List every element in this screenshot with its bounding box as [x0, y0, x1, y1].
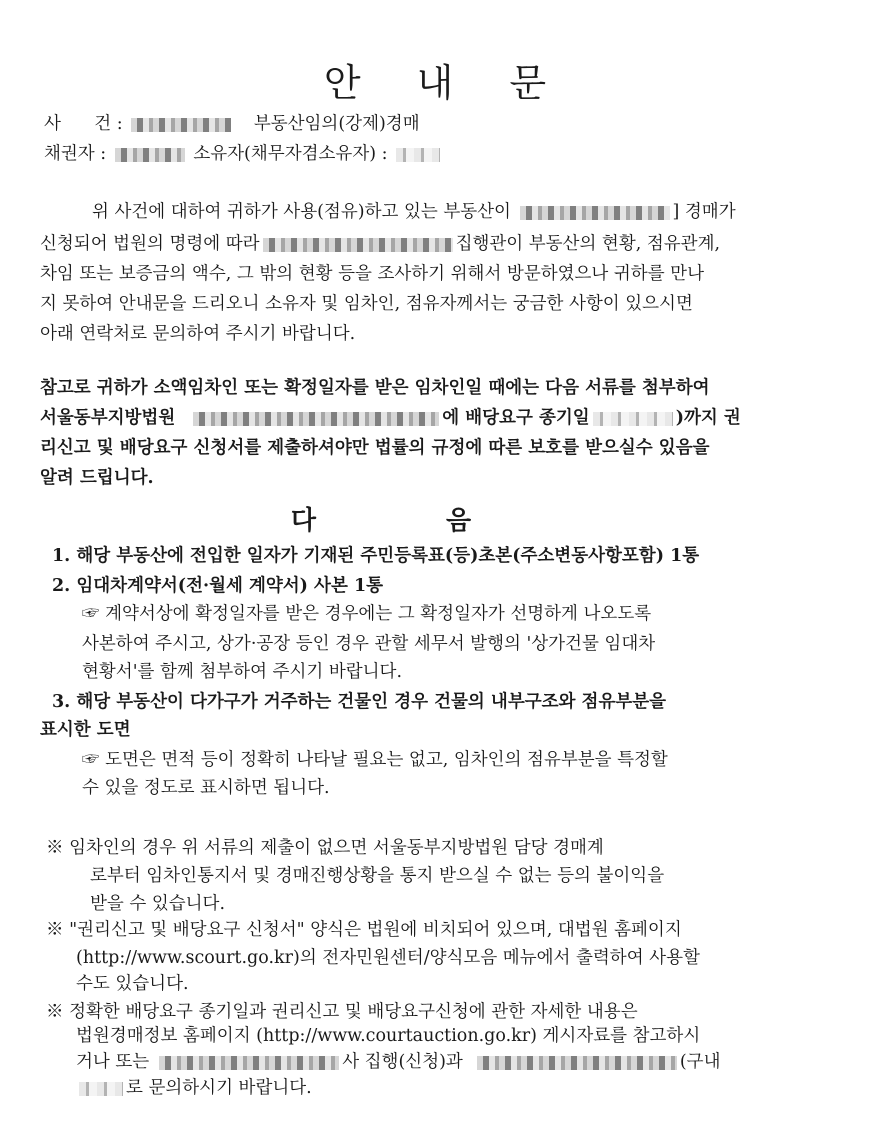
- para1-line1: [92, 200, 736, 224]
- item-2-note-3: 현황서'를 함께 첨부하여 주시기 바랍니다.: [82, 662, 403, 682]
- note-2-line1: ※ "권리신고 및 배당요구 신청서" 양식은 법원에 비치되어 있으며, 대법원 홈페이지: [46, 920, 682, 940]
- para1-text: ] 경매가: [672, 202, 736, 222]
- item-3-line1: 3. 해당 부동산이 다가구가 거주하는 건물인 경우 건물의 내부구조와 점유부분을: [52, 692, 667, 712]
- case-type: 부동산임의(강제)경매: [253, 114, 420, 134]
- creditor-label: 채권자 :: [44, 144, 107, 164]
- note-3-text: 로 문의하시기 바랍니다.: [126, 1078, 312, 1098]
- case-line: [44, 112, 420, 136]
- para1-text: 신청되어 법원의 명령에 따라: [40, 234, 260, 254]
- redacted-court-name: [159, 1056, 339, 1070]
- note-1-line3: 받을 수 있습니다.: [90, 894, 226, 914]
- owner-label: 소유자(채무자겸소유자) :: [193, 144, 388, 164]
- para1-line5: 아래 연락처로 문의하여 주시기 바랍니다.: [40, 324, 356, 344]
- item-2-note-2: 사본하여 주시고, 상가·공장 등인 경우 관할 세무서 발행의 '상가건물 임대차: [82, 634, 656, 654]
- item-3-note-2: 수 있을 정도로 표시하면 됩니다.: [82, 778, 330, 798]
- para2-text: 서울동부지방법원: [40, 408, 176, 428]
- note-1-line2: 로부터 임차인통지서 및 경매진행상황을 통지 받으실 수 없는 등의 불이익을: [90, 866, 665, 886]
- item-2: 2. 임대차계약서(전·월세 계약서) 사본 1통: [52, 576, 384, 596]
- note-3-text: (구내: [679, 1052, 721, 1072]
- note-2-line2: (http://www.scourt.go.kr)의 전자민원센터/양식모음 메뉴에서 출력하여 사용할: [76, 948, 700, 968]
- item-3-note-1: ☞ 도면은 면적 등이 정확히 나타날 필요는 없고, 임차인의 점유부분을 특정할: [82, 750, 668, 770]
- para2-line1: 참고로 귀하가 소액임차인 또는 확정일자를 받은 임차인일 때에는 다음 서류를 첨부하여: [40, 378, 710, 398]
- note-2-line3: 수도 있습니다.: [76, 974, 189, 994]
- redacted-deadline: [593, 412, 673, 426]
- note-3-text: 사 집행(신청)과: [342, 1052, 463, 1072]
- para1-line3: 차임 또는 보증금의 액수, 그 밖의 현황 등을 조사하기 위해서 방문하였으나 귀하를 만나: [40, 264, 704, 284]
- parties-line: [44, 142, 443, 166]
- note-3-line4: [76, 1076, 312, 1100]
- note-3-line1: ※ 정확한 배당요구 종기일과 권리신고 및 배당요구신청에 관한 자세한 내용은: [46, 1002, 638, 1022]
- note-1-line1: ※ 임차인의 경우 위 서류의 제출이 없으면 서울동부지방법원 담당 경매계: [46, 838, 604, 858]
- redacted-owner: [396, 148, 440, 162]
- case-label: 사 건 :: [44, 114, 123, 134]
- note-3-text: 거나 또는: [76, 1052, 150, 1072]
- document-title: 안 내 문: [323, 61, 569, 105]
- item-3-line2: 표시한 도면: [40, 720, 131, 740]
- redacted-court-office: [193, 412, 439, 426]
- item-2-note-1: ☞ 계약서상에 확정일자를 받은 경우에는 그 확정일자가 선명하게 나오도록: [82, 604, 652, 624]
- para1-line2: [40, 232, 720, 256]
- redacted-phone: [477, 1056, 677, 1070]
- redacted-case-number: [131, 118, 231, 132]
- redacted-creditor: [115, 148, 185, 162]
- section-heading: 다음: [290, 506, 602, 536]
- redacted-address: [520, 206, 670, 220]
- para1-line4: 지 못하여 안내문을 드리오니 소유자 및 임차인, 점유자께서는 궁금한 사항이 있으시면: [40, 294, 693, 314]
- para2-line2: [40, 406, 741, 430]
- para1-text: 위 사건에 대하여 귀하가 사용(점유)하고 있는 부동산이: [92, 202, 517, 222]
- para2-text: 에 배당요구 종기일: [442, 408, 590, 428]
- note-3-line2: 법원경매정보 홈페이지 (http://www.courtauction.go.kr) 게시자료를 참고하시: [76, 1026, 701, 1046]
- redacted-extension: [79, 1082, 123, 1096]
- redacted-bailiff: [263, 238, 453, 252]
- para2-line3: 리신고 및 배당요구 신청서를 제출하셔야만 법률의 규정에 따른 보호를 받으실수 있음을: [40, 438, 710, 458]
- para2-line4: 알려 드립니다.: [40, 468, 154, 488]
- note-3-line3: [76, 1050, 720, 1074]
- para1-text: 집행관이 부동산의 현황, 점유관계,: [455, 234, 721, 254]
- item-1: 1. 해당 부동산에 전입한 일자가 기재된 주민등록표(등)초본(주소변동사항포함) 1통: [52, 546, 700, 566]
- para2-text: )까지 권: [675, 408, 741, 428]
